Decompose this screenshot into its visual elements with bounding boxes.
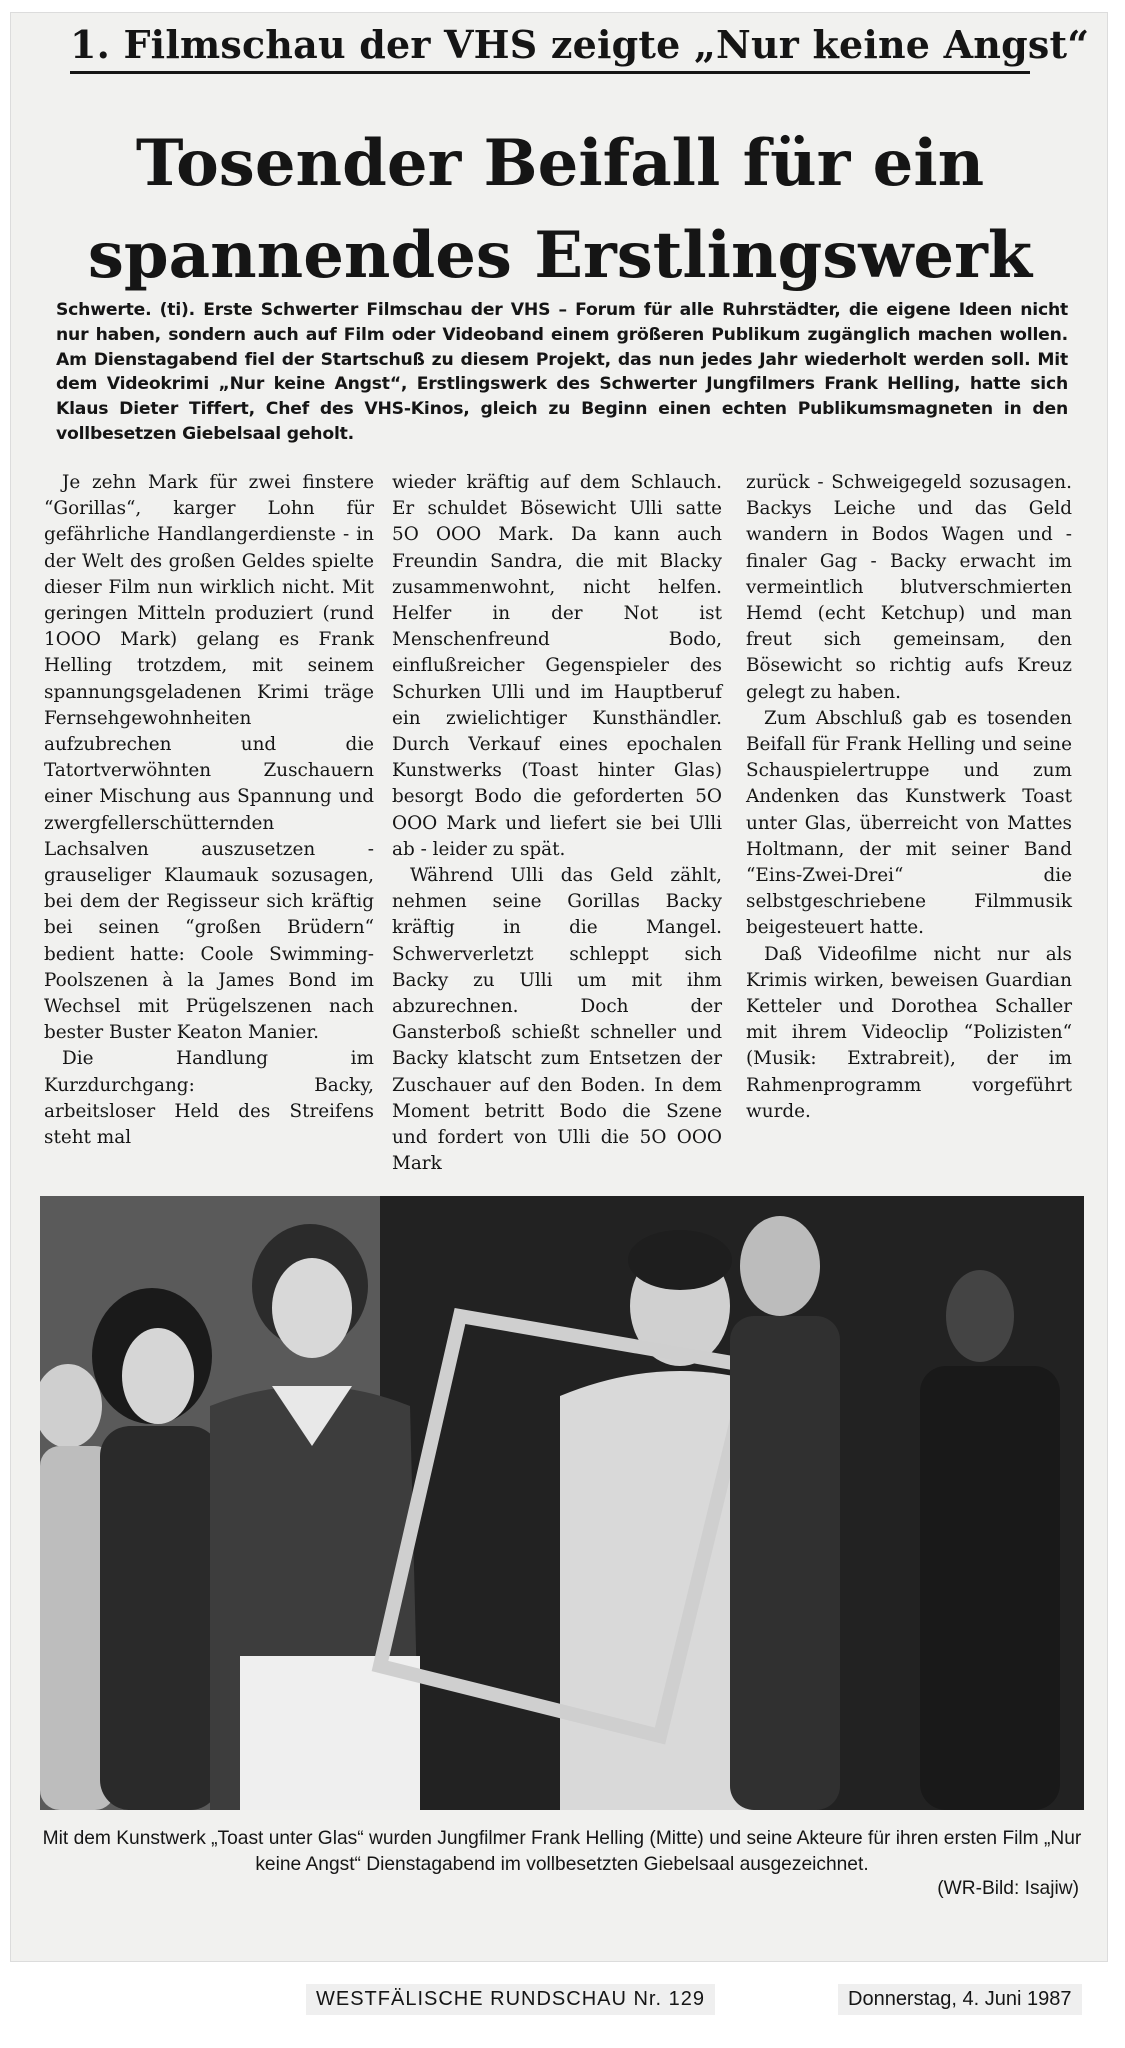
person-glasses-face bbox=[740, 1216, 820, 1316]
paragraph: Die Handlung im Kurzdurchgang: Backy, arbeitsloser Held des Streifens steht mal bbox=[44, 1048, 374, 1149]
paragraph: Je zehn Mark für zwei finstere “Gorillas“, karger Lohn für gefährliche Handlangerdienste - in der Welt des großen Geldes spielte dieser Film nun wirklich nicht. Mit geringen Mitteln produziert (rund 1OOO Mark) gelang es Frank Helling trotzdem, mit seinem spannungsgeladenen Krimi träge Fernsehgewohnheiten aufzubrechen und die Tatortverwöhnten Zuschauern einer Mischung aus Spannung und zwergfellerschütternden Lachsalven auszusetzen - grauseliger Klaumauk sozusagen, bei dem der Regisseur sich kräftig bei seinen “großen Brüdern“ bedient hatte: Coole Swimming-Poolszenen à la James Bond im Wechsel mit Prügelszenen nach bester Buster Keaton Manier. bbox=[44, 472, 374, 1044]
person-woman-body bbox=[100, 1426, 220, 1810]
article-column-1 bbox=[44, 470, 374, 1151]
headline-line-1: Tosender Beifall für ein bbox=[135, 126, 985, 201]
article-lead: Schwerte. (ti). Erste Schwerter Filmschau der VHS – Forum für alle Ruhrstädter, die eigene Ideen nicht nur haben, sondern auch auf Film oder Videoband einem größeren Publikum zugänglich machen wollen. Am Dienstagabend fiel der Startschuß zu diesem Projekt, das nun jedes Jahr wiederholt werden soll. Mit dem Videokrimi „Nur keine Angst“, Erstlingswerk des Schwerter Jungfilmers Frank Helling, hatte sich Klaus Dieter Tiffert, Chef des VHS-Kinos, gleich zu Beginn einen echten Publikumsmagneten in den vollbesetzen Giebelsaal geholt. bbox=[56, 300, 1068, 444]
photo-credit: (WR-Bild: Isajiw) bbox=[937, 1878, 1079, 1899]
paragraph: Zum Abschluß gab es tosenden Beifall für Frank Helling und seine Schauspielertruppe und zum Andenken das Kunstwerk Toast unter Glas, überreicht von Mattes Holtmann, der mit seiner Band “Eins-Zwei-Drei“ die selbstgeschriebene Filmmusik beigesteuert hatte. bbox=[746, 707, 1072, 939]
person-right-head bbox=[946, 1270, 1014, 1362]
person-man-hair bbox=[628, 1230, 732, 1290]
article-kicker: 1. Filmschau der VHS zeigte „Nur keine Angst“ bbox=[70, 22, 1030, 74]
person-glasses-body bbox=[730, 1316, 840, 1810]
paragraph: wieder kräftig auf dem Schlauch. Er schuldet Bösewicht Ulli satte 5O OOO Mark. Da kann auch Freundin Sandra, die mit Blacky zusammenwohnt, nicht helfen. Helfer in der Not ist Menschenfreund Bodo, einflußreicher Gegenspieler des Schurken Ulli und im Hauptberuf ein zwielichtiger Kunsthändler. Durch Verkauf eines epochalen Kunstwerks (Toast hinter Glas) besorgt Bodo die geforderten 5O OOO Mark und liefert sie bei Ulli ab - leider zu spät. bbox=[392, 472, 722, 860]
article-column-3 bbox=[746, 470, 1072, 1125]
publication-date: Donnerstag, 4. Juni 1987 bbox=[838, 1984, 1082, 2015]
article-headline bbox=[40, 118, 1080, 302]
person-woman-face bbox=[122, 1328, 194, 1424]
person-right-body bbox=[920, 1366, 1060, 1810]
paragraph: zurück - Schweigegeld sozusagen. Backys Leiche und das Geld wandern in Bodos Wagen und - finaler Gag - Backy erwacht im vermeintlich blutverschmierten Hemd (echt Ketchup) und man freut sich gemeinsam, den Bösewicht so richtig aufs Kreuz gelegt zu haben. bbox=[746, 472, 1072, 703]
photo-caption: Mit dem Kunstwerk „Toast unter Glas“ wurden Jungfilmer Frank Helling (Mitte) und seine Akteure für ihren ersten Film „Nur keine Angst“ Dienstagabend im vollbesetzten Giebelsaal ausgezeichnet. bbox=[42, 1828, 1082, 1875]
person-sweater-face bbox=[272, 1258, 352, 1358]
paragraph: Daß Videofilme nicht nur als Krimis wirken, beweisen Guardian Ketteler und Dorothea Schaller mit ihrem Videoclip “Polizisten“ (Musik: Extrabreit), der im Rahmenprogramm vorgeführt wurde. bbox=[746, 943, 1072, 1122]
paragraph: Während Ulli das Geld zählt, nehmen seine Gorillas Backy kräftig in die Mangel. Schwerverletzt schleppt sich Backy zu Ulli um mit ihm abzurechnen. Doch der Gansterboß schießt schneller und Backy klatscht zum Entsetzen der Zuschauer auf den Boden. In dem Moment betritt Bodo die Szene und fordert von Ulli die 5O OOO Mark bbox=[392, 865, 722, 1175]
article-photo bbox=[40, 1196, 1084, 1810]
photo-illustration bbox=[40, 1196, 1084, 1810]
headline-line-2: spannendes Erstlingswerk bbox=[87, 218, 1033, 293]
newspaper-name: WESTFÄLISCHE RUNDSCHAU Nr. 129 bbox=[306, 1984, 715, 2015]
article-column-2 bbox=[392, 470, 722, 1177]
person-sweater-trousers bbox=[240, 1656, 420, 1810]
